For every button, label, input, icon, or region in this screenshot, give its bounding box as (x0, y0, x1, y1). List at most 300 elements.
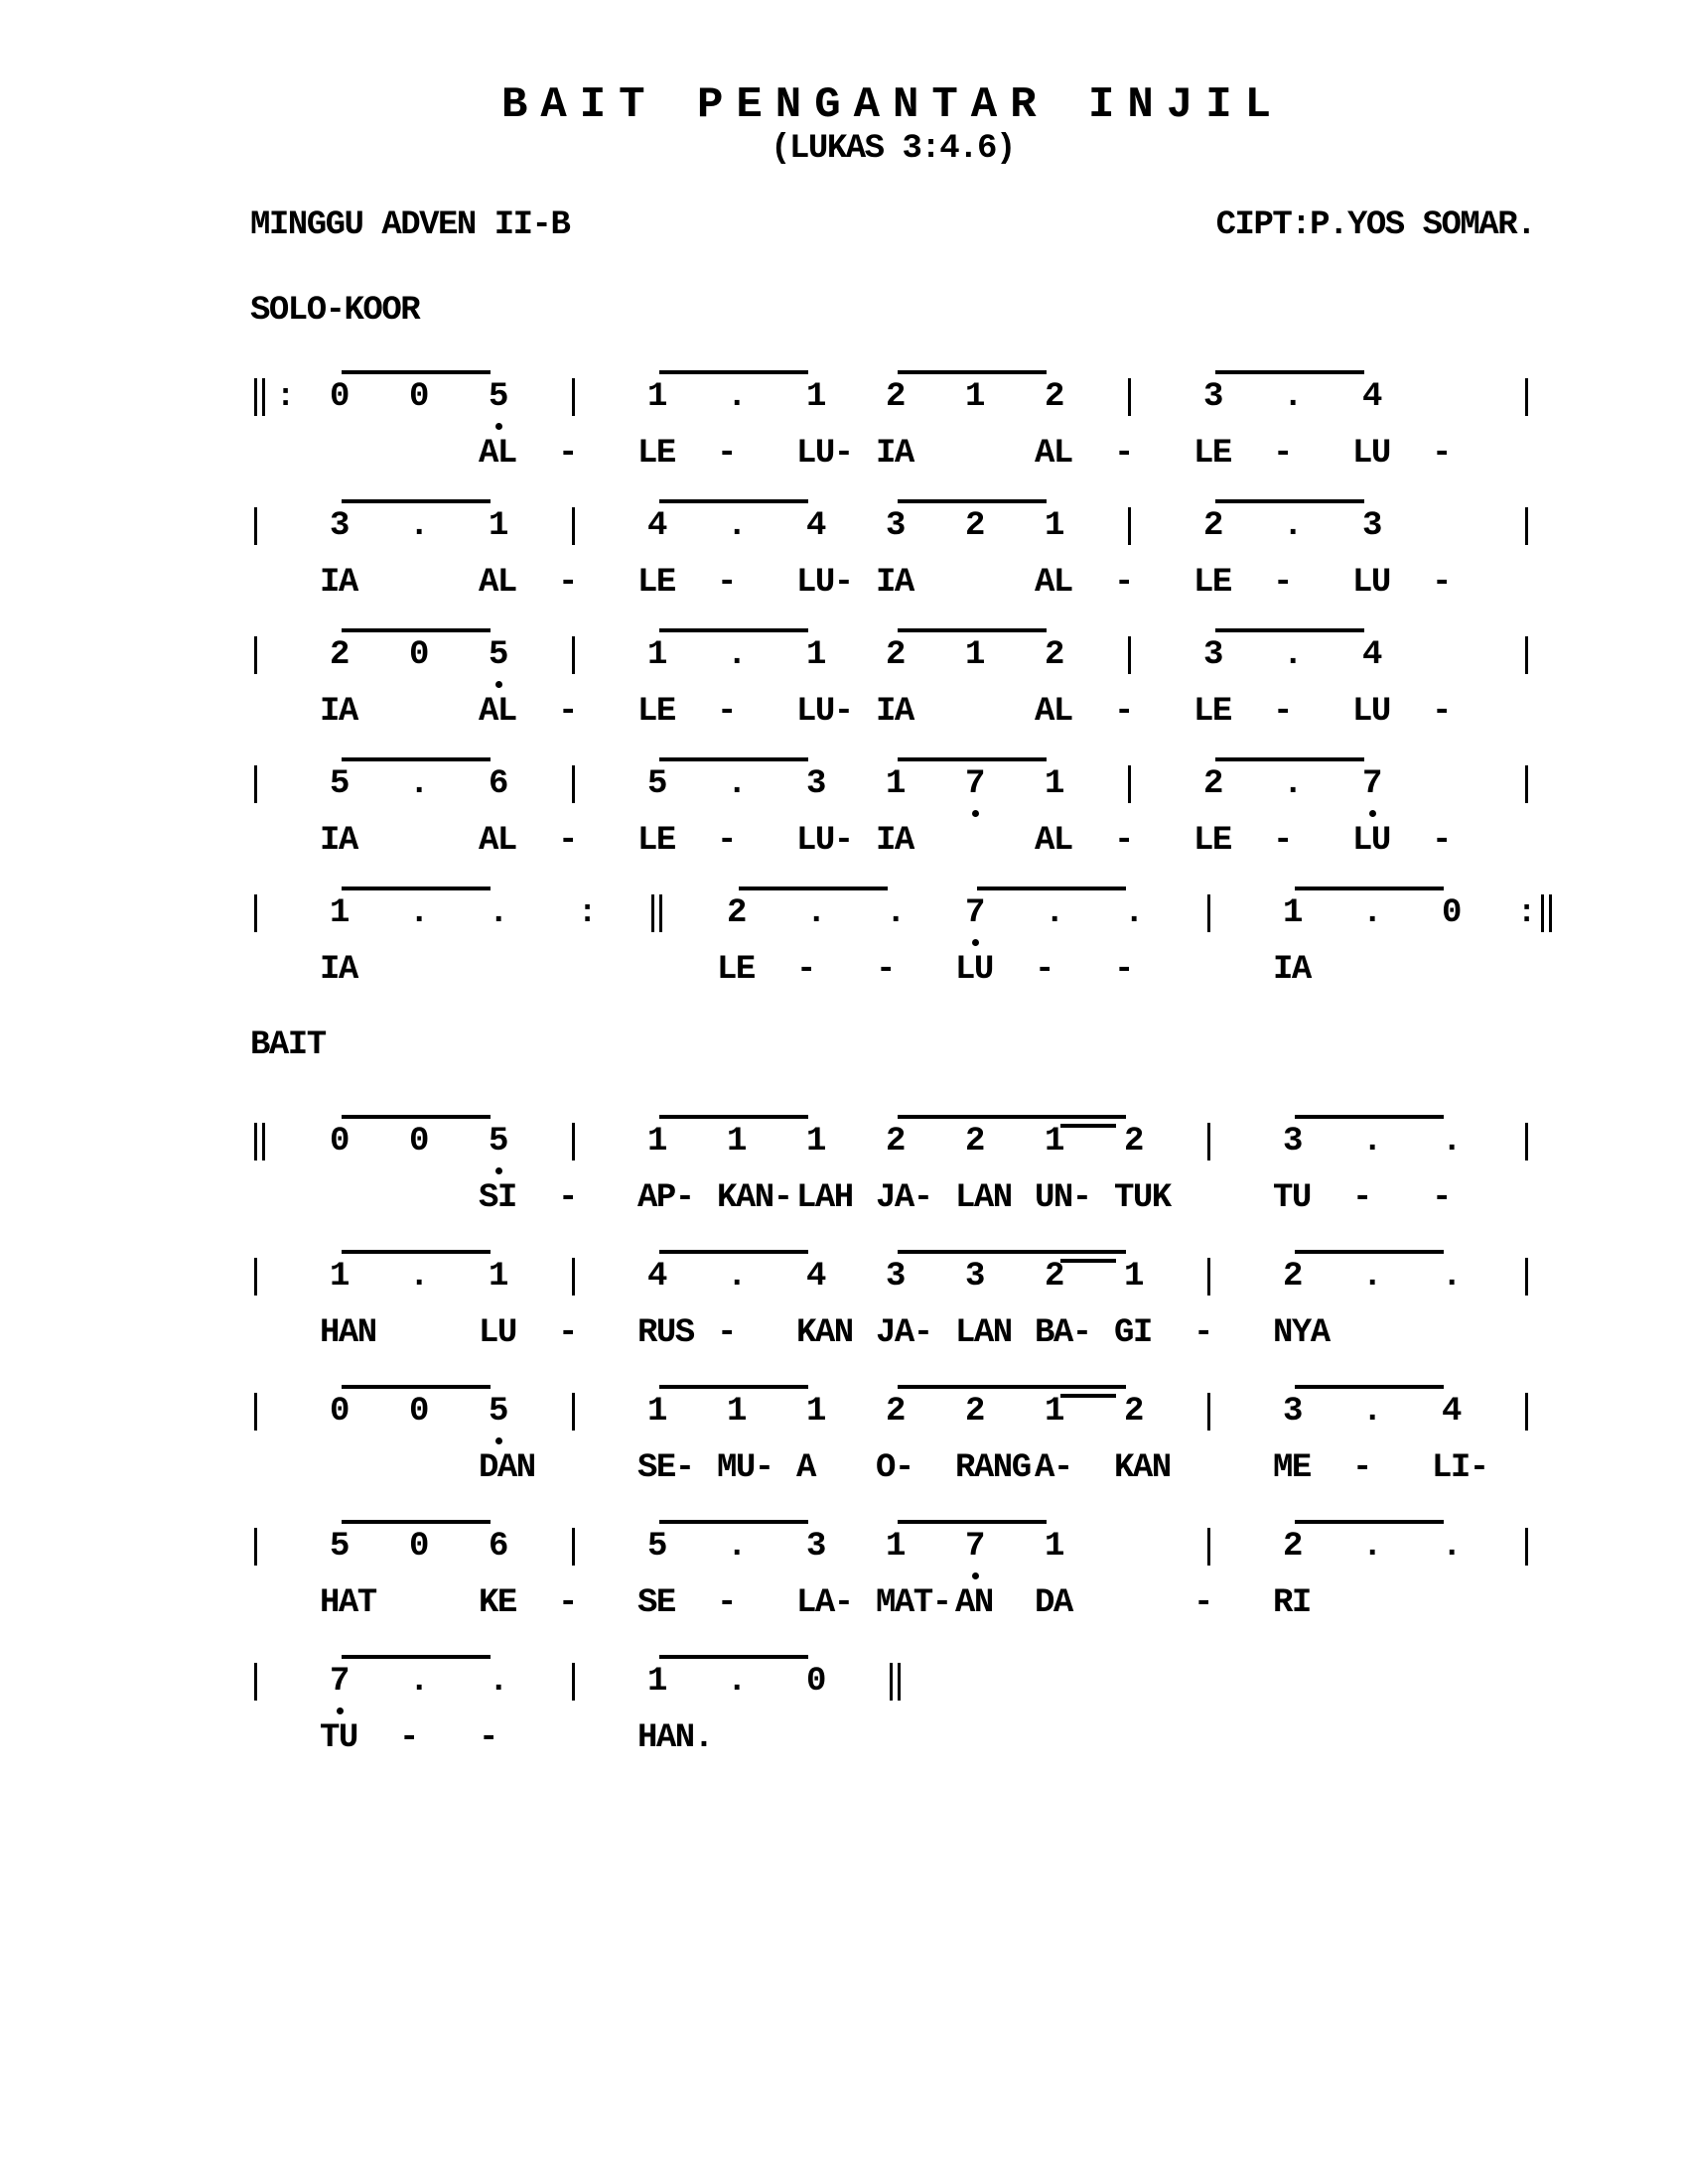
note-cell (886, 1254, 965, 1299)
lyric-syllable: - (1432, 564, 1451, 602)
barline (1128, 378, 1131, 416)
lyric-syllable: JA- (876, 1314, 932, 1352)
note-cell (886, 1659, 969, 1705)
lyric-syllable: LE (637, 822, 675, 860)
octave-dot-below (972, 810, 979, 817)
barline (262, 378, 265, 416)
lyric-syllable: - (1114, 693, 1133, 731)
barline (1525, 507, 1528, 545)
note-number: 0 (1442, 894, 1461, 932)
note-cell (647, 1254, 727, 1299)
note-cell (1045, 890, 1124, 936)
note-cell (330, 1659, 409, 1705)
note-number: 1 (647, 1123, 666, 1160)
lyric-syllable: AL (479, 693, 516, 731)
lyric-syllable: - (717, 1584, 736, 1622)
lyric-syllable: AL (479, 822, 516, 860)
note-cell (568, 1659, 651, 1705)
lyric-syllable: IA (876, 822, 913, 860)
note-cell (1283, 1524, 1362, 1570)
note-cell (409, 761, 489, 807)
barline (262, 1123, 265, 1160)
note-cell (250, 1254, 334, 1299)
note-cell (965, 374, 1045, 420)
note-cell (806, 761, 886, 807)
note-cell (568, 1524, 651, 1570)
lyric-syllable: IA (320, 951, 357, 989)
note-cell (965, 1254, 1045, 1299)
note-number: 0 (409, 636, 428, 674)
duration-dot: . (727, 1258, 746, 1296)
note-cell (250, 890, 334, 936)
note-cell (1283, 1389, 1362, 1434)
barline (1525, 1123, 1528, 1160)
duration-dot: . (727, 378, 746, 416)
note-number: 0 (806, 1663, 825, 1701)
lyric-syllable: - (1432, 693, 1451, 731)
lyric-syllable: - (717, 693, 736, 731)
duration-dot: . (1283, 507, 1302, 545)
note-cell (727, 1524, 806, 1570)
lyric-syllable: AL (1035, 822, 1072, 860)
lyric-syllable: - (876, 951, 895, 989)
lyric-syllable: KE (479, 1584, 516, 1622)
lyric-syllable: - (1352, 1179, 1371, 1217)
note-cell (806, 1389, 886, 1434)
note-number: 3 (1203, 636, 1222, 674)
note-cell (806, 503, 886, 549)
duration-dot: . (727, 1663, 746, 1701)
lyric-syllable: KAN- (717, 1179, 792, 1217)
duration-dot: . (409, 765, 428, 803)
heading-right: CIPT:P.YOS SOMAR. (1215, 206, 1535, 244)
octave-dot-below (337, 1707, 344, 1714)
note-cell (886, 503, 965, 549)
lyric-syllable: LU (955, 951, 993, 989)
lyric-syllable: LAN (955, 1314, 1012, 1352)
note-cell (647, 1389, 727, 1434)
note-number: 4 (647, 1258, 666, 1296)
note-cell (965, 1524, 1045, 1570)
note-cell (330, 890, 409, 936)
lyric-syllable: UN- (1035, 1179, 1091, 1217)
note-number: 2 (330, 636, 349, 674)
octave-dot-below (495, 681, 502, 688)
lyric-syllable: - (1035, 951, 1053, 989)
note-cell (409, 1659, 489, 1705)
duration-dot: . (489, 1663, 507, 1701)
lyric-syllable: - (1114, 951, 1133, 989)
lyric-syllable: - (1114, 564, 1133, 602)
note-number: 1 (1045, 1528, 1063, 1566)
lyric-syllable: - (399, 1719, 418, 1757)
octave-dot-below (495, 423, 502, 430)
note-cell (1203, 890, 1287, 936)
lyric-syllable: IA (876, 693, 913, 731)
barline (572, 765, 575, 803)
duration-dot: . (1283, 378, 1302, 416)
note-number: 1 (647, 636, 666, 674)
note-cell (489, 503, 568, 549)
lyric-syllable: DA (1035, 1584, 1072, 1622)
note-cell (1362, 1389, 1442, 1434)
duration-dot: . (409, 894, 428, 932)
lyric-syllable: - (1432, 1179, 1451, 1217)
note-cell (250, 1389, 334, 1434)
lyric-syllable: - (558, 564, 577, 602)
note-cell (647, 1119, 727, 1164)
lyric-syllable: LE (637, 564, 675, 602)
note-cell (330, 374, 409, 420)
note-cell (1521, 632, 1605, 678)
note-cell (489, 890, 568, 936)
repeat-colon: : (276, 378, 296, 415)
note-cell (1045, 761, 1124, 807)
note-cell (647, 761, 727, 807)
note-cell (1283, 1119, 1362, 1164)
note-number: 7 (965, 765, 984, 803)
barline (890, 1663, 893, 1701)
note-cell (1521, 1119, 1605, 1164)
staff-line (250, 358, 1620, 487)
octave-dot-below (495, 1167, 502, 1174)
note-cell (1507, 890, 1591, 936)
duration-dot: . (1442, 1528, 1461, 1566)
note-number: 2 (886, 1123, 905, 1160)
note-number: 2 (965, 507, 984, 545)
lyric-syllable: TU (320, 1719, 357, 1757)
note-cell (647, 1659, 727, 1705)
duration-dot: . (1362, 894, 1381, 932)
note-number: 5 (330, 765, 349, 803)
lyric-syllable: MU- (717, 1449, 773, 1487)
lyric-syllable: LU- (796, 564, 853, 602)
barline (1525, 1393, 1528, 1431)
barline (1525, 1528, 1528, 1566)
staff-line (250, 746, 1620, 875)
note-cell (250, 761, 334, 807)
note-number: 1 (489, 507, 507, 545)
duration-dot: . (1442, 1258, 1461, 1296)
lyric-syllable: LAN (955, 1179, 1012, 1217)
lyric-syllable: - (558, 1584, 577, 1622)
note-cell (409, 1119, 489, 1164)
duration-dot: . (1442, 1123, 1461, 1160)
note-number: 1 (965, 636, 984, 674)
barline (1207, 1393, 1210, 1431)
lyric-syllable: A (796, 1449, 815, 1487)
lyric-syllable: AL (479, 564, 516, 602)
note-number: 1 (806, 378, 825, 416)
note-number: 3 (886, 1258, 905, 1296)
note-cell (1283, 761, 1362, 807)
lyric-syllable: SE- (637, 1449, 694, 1487)
lyric-syllable: LE (1193, 822, 1231, 860)
lyric-syllable: GI (1114, 1314, 1152, 1352)
barline (254, 636, 257, 674)
note-cell (409, 1389, 489, 1434)
barline (1207, 1123, 1210, 1160)
note-cell (568, 890, 651, 936)
barline (572, 636, 575, 674)
note-cell (1045, 374, 1124, 420)
note-number: 1 (330, 894, 349, 932)
lyric-syllable: IA (1273, 951, 1311, 989)
lyric-syllable: O- (876, 1449, 913, 1487)
content-area (250, 0, 1601, 2184)
lyric-syllable: - (558, 693, 577, 731)
note-cell (1203, 1119, 1287, 1164)
note-number: 7 (965, 894, 984, 932)
lyric-syllable: - (1114, 822, 1133, 860)
note-cell (965, 632, 1045, 678)
note-cell (965, 761, 1045, 807)
note-cell (1124, 1119, 1203, 1164)
note-number: 2 (886, 636, 905, 674)
barline (1525, 765, 1528, 803)
barline (651, 894, 654, 932)
note-number: 1 (489, 1258, 507, 1296)
note-cell (1442, 1524, 1521, 1570)
note-cell (1283, 503, 1362, 549)
note-number: 5 (489, 1393, 507, 1431)
note-cell (806, 374, 886, 420)
lyric-syllable: - (717, 1314, 736, 1352)
lyric-syllable: KAN (796, 1314, 853, 1352)
duration-dot: . (727, 765, 746, 803)
lyric-syllable: - (1193, 1584, 1212, 1622)
note-number: 2 (1124, 1123, 1143, 1160)
barline (572, 1258, 575, 1296)
note-cell (806, 1119, 886, 1164)
lyric-syllable: LE (1193, 435, 1231, 473)
note-number: 4 (1362, 636, 1381, 674)
lyric-syllable: LU (1352, 564, 1390, 602)
note-cell (1203, 1389, 1287, 1434)
note-cell (1362, 890, 1442, 936)
duration-dot: . (489, 894, 507, 932)
note-number: 6 (489, 1528, 507, 1566)
note-number: 3 (1203, 378, 1222, 416)
note-number: 5 (489, 378, 507, 416)
barline (1525, 1258, 1528, 1296)
lyric-syllable: AP- (637, 1179, 694, 1217)
lyric-syllable: LU (1352, 435, 1390, 473)
note-cell (330, 1389, 409, 1434)
note-cell (1203, 1254, 1287, 1299)
staff-line (250, 616, 1620, 746)
barline (1525, 378, 1528, 416)
octave-dot-below (495, 1437, 502, 1444)
staff-line (250, 487, 1620, 616)
staff-line (250, 875, 1620, 1004)
note-cell (1124, 374, 1207, 420)
note-number: 1 (1045, 1393, 1063, 1431)
lyric-syllable: LE (637, 693, 675, 731)
lyric-syllable: AL (1035, 564, 1072, 602)
note-number: 4 (1442, 1393, 1461, 1431)
note-number: 2 (1045, 1258, 1063, 1296)
note-cell (568, 1254, 651, 1299)
lyric-syllable: RANG (955, 1449, 1031, 1487)
note-number: 4 (1362, 378, 1381, 416)
note-number: 1 (1045, 507, 1063, 545)
duration-dot: . (1362, 1528, 1381, 1566)
note-cell (489, 1254, 568, 1299)
staff-line (250, 1643, 1620, 1772)
note-number: 2 (1203, 765, 1222, 803)
note-cell (727, 632, 806, 678)
note-number: 3 (1362, 507, 1381, 545)
lyric-syllable: - (1432, 435, 1451, 473)
lyric-syllable: - (1273, 564, 1292, 602)
barline (572, 1123, 575, 1160)
lyric-syllable: IA (876, 564, 913, 602)
note-cell (1362, 761, 1442, 807)
lyric-syllable: BA- (1035, 1314, 1091, 1352)
lyric-syllable: A- (1035, 1449, 1072, 1487)
note-number: 2 (886, 378, 905, 416)
note-cell (1124, 632, 1207, 678)
note-number: 5 (647, 1528, 666, 1566)
note-cell (330, 1524, 409, 1570)
note-number: 2 (1283, 1528, 1302, 1566)
note-number: 3 (1283, 1123, 1302, 1160)
note-number: 1 (1283, 894, 1302, 932)
note-number: 0 (330, 1123, 349, 1160)
note-cell (568, 503, 651, 549)
note-cell (886, 1389, 965, 1434)
note-cell (409, 890, 489, 936)
note-number: 3 (886, 507, 905, 545)
note-cell (1124, 1389, 1203, 1434)
barline (254, 1123, 257, 1160)
lyric-syllable: LI- (1432, 1449, 1488, 1487)
lyric-syllable: IA (876, 435, 913, 473)
lyric-syllable: LAH (796, 1179, 853, 1217)
barline (1207, 1528, 1210, 1566)
barline (1207, 894, 1210, 932)
note-cell (727, 503, 806, 549)
barline (1525, 636, 1528, 674)
note-number: 1 (647, 1663, 666, 1701)
repeat-colon: : (578, 894, 598, 931)
note-cell (1521, 1389, 1605, 1434)
duration-dot: . (806, 894, 825, 932)
lyric-syllable: SI (479, 1179, 516, 1217)
lyric-syllable: RUS (637, 1314, 694, 1352)
duration-dot: . (1045, 894, 1063, 932)
note-cell (806, 1659, 886, 1705)
note-number: 2 (886, 1393, 905, 1431)
lyric-syllable: - (717, 435, 736, 473)
note-cell (1203, 503, 1283, 549)
note-cell (647, 1524, 727, 1570)
note-cell (250, 632, 334, 678)
note-cell (1045, 632, 1124, 678)
section-label: BAIT (250, 1026, 326, 1064)
note-cell (409, 503, 489, 549)
lyric-syllable: IA (320, 564, 357, 602)
note-cell (489, 374, 568, 420)
note-number: 0 (409, 1393, 428, 1431)
note-number: 1 (806, 1123, 825, 1160)
note-number: 6 (489, 765, 507, 803)
note-cell (1203, 1524, 1287, 1570)
lyric-syllable: RI (1273, 1584, 1311, 1622)
lyric-syllable: - (796, 951, 815, 989)
note-number: 7 (1362, 765, 1381, 803)
note-number: 2 (1124, 1393, 1143, 1431)
lyric-syllable: - (717, 564, 736, 602)
note-number: 1 (727, 1123, 746, 1160)
lyric-syllable: AN (955, 1584, 993, 1622)
lyric-syllable: LU (1352, 693, 1390, 731)
note-cell (806, 890, 886, 936)
barline (1128, 765, 1131, 803)
lyric-syllable: - (558, 1179, 577, 1217)
note-number: 1 (1045, 1123, 1063, 1160)
lyric-syllable: - (1352, 1449, 1371, 1487)
note-cell (1362, 374, 1442, 420)
lyric-syllable: - (1193, 1314, 1212, 1352)
barline (254, 1528, 257, 1566)
repeat-colon: : (1517, 894, 1537, 931)
staff-line (250, 1103, 1620, 1232)
lyric-syllable: KAN (1114, 1449, 1171, 1487)
page-subtitle: (LUKAS 3:4.6) (771, 130, 1015, 168)
note-cell (1521, 1524, 1605, 1570)
lyric-syllable: DAN (479, 1449, 535, 1487)
note-cell (250, 1524, 334, 1570)
lyric-syllable: TU (1273, 1179, 1311, 1217)
duration-dot: . (409, 1258, 428, 1296)
note-cell (965, 890, 1045, 936)
note-cell (806, 632, 886, 678)
note-cell (568, 632, 651, 678)
note-cell (409, 374, 489, 420)
note-cell (806, 1524, 886, 1570)
lyric-syllable: TUK (1114, 1179, 1171, 1217)
duration-dot: . (727, 1528, 746, 1566)
note-number: 1 (965, 378, 984, 416)
note-cell (489, 632, 568, 678)
note-cell (250, 1119, 334, 1164)
note-cell (1203, 632, 1283, 678)
note-cell (1045, 1524, 1124, 1570)
note-cell (330, 1119, 409, 1164)
lyric-syllable: - (717, 822, 736, 860)
note-cell (489, 1119, 568, 1164)
note-cell (1442, 1254, 1521, 1299)
lyric-syllable: NYA (1273, 1314, 1330, 1352)
note-cell (568, 374, 651, 420)
note-number: 5 (489, 1123, 507, 1160)
barline (254, 894, 257, 932)
note-cell (409, 632, 489, 678)
note-cell (647, 632, 727, 678)
note-cell (1521, 1254, 1605, 1299)
note-cell (1442, 1119, 1521, 1164)
note-cell (727, 374, 806, 420)
lyric-syllable: - (1273, 693, 1292, 731)
barline (254, 507, 257, 545)
duration-dot: . (1362, 1258, 1381, 1296)
barline (659, 894, 662, 932)
note-cell (1521, 374, 1605, 420)
note-cell (1124, 890, 1203, 936)
note-cell (1203, 761, 1283, 807)
